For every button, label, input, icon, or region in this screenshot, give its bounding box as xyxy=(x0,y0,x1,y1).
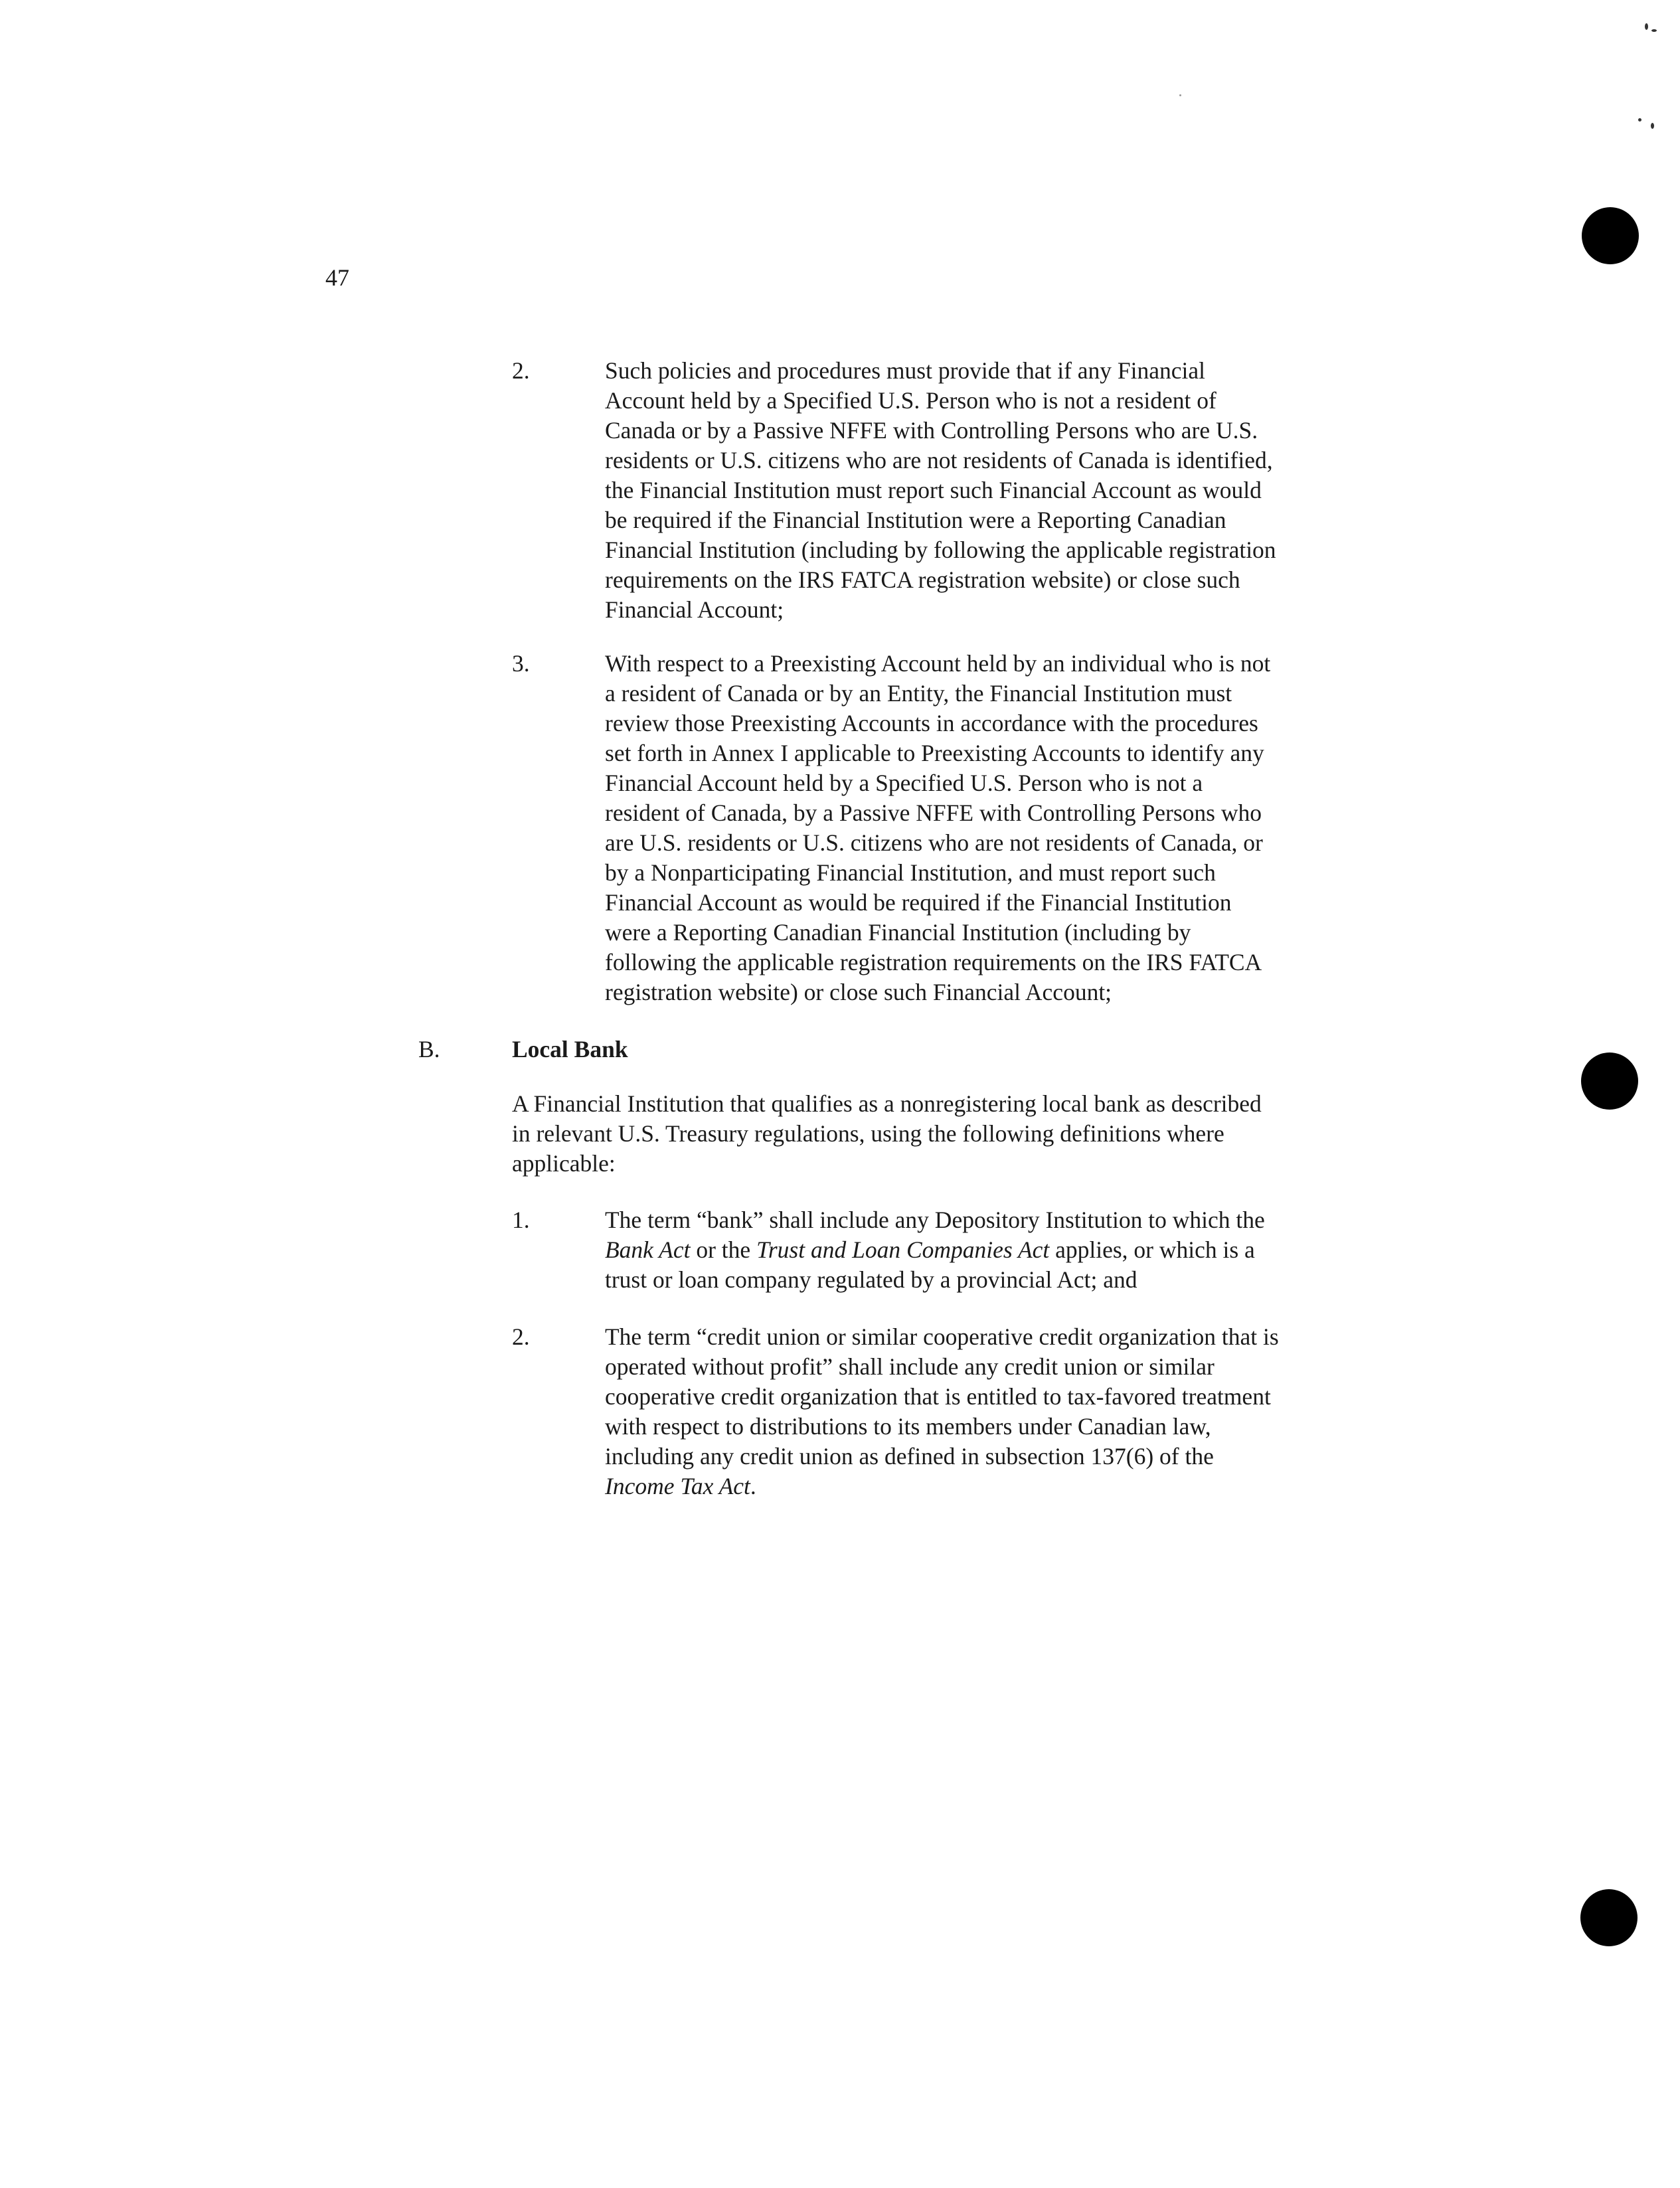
text-run: . xyxy=(750,1473,756,1499)
text-line-mixed xyxy=(605,1235,1265,1265)
scan-speck xyxy=(1179,94,1181,96)
punch-hole-mark xyxy=(1582,207,1639,264)
text-line: registration website) or close such Financial Account; xyxy=(605,979,1112,1005)
text-line: a resident of Canada or by an Entity, the Financial Institution must xyxy=(605,680,1232,707)
text-line: Such policies and procedures must provide that if any Financial xyxy=(605,357,1206,384)
scan-speck xyxy=(1645,23,1648,30)
item-text xyxy=(605,649,1270,1007)
scan-speck xyxy=(1651,123,1654,129)
item-text xyxy=(605,1322,1279,1501)
page-number: 47 xyxy=(325,264,349,291)
text-line: were a Reporting Canadian Financial Institution (including by xyxy=(605,919,1191,946)
text-line: Account held by a Specified U.S. Person who is not a resident of xyxy=(605,387,1217,414)
text-run: applies, or which is a xyxy=(1049,1236,1255,1263)
text-line: resident of Canada, by a Passive NFFE with Controlling Persons who xyxy=(605,799,1262,826)
text-line: review those Preexisting Accounts in accordance with the procedures xyxy=(605,710,1258,736)
text-line: residents or U.S. citizens who are not residents of Canada is identified, xyxy=(605,447,1273,473)
item-text xyxy=(605,1205,1265,1295)
text-line: following the applicable registration requirements on the IRS FATCA xyxy=(605,949,1262,975)
act-name-italic: Income Tax Act xyxy=(605,1473,750,1499)
text-run: or the xyxy=(690,1236,757,1263)
item-text xyxy=(605,356,1276,625)
text-line: Canada or by a Passive NFFE with Controlling Persons who are U.S. xyxy=(605,417,1258,444)
text-line: With respect to a Preexisting Account held by an individual who is not xyxy=(605,650,1271,677)
act-name-italic: Trust and Loan Companies Act xyxy=(756,1236,1050,1263)
punch-hole-mark xyxy=(1580,1889,1638,1946)
text-line: the Financial Institution must report such Financial Account as would xyxy=(605,477,1262,503)
text-line: operated without profit” shall include any credit union or similar xyxy=(605,1353,1215,1380)
item-number: 3. xyxy=(512,650,530,677)
text-line: requirements on the IRS FATCA registration website) or close such xyxy=(605,566,1240,593)
section-intro xyxy=(512,1089,1262,1179)
text-line-mixed xyxy=(605,1472,1279,1501)
text-line: Financial Account held by a Specified U.S. Person who is not a xyxy=(605,770,1203,796)
text-line: including any credit union as defined in subsection 137(6) of the xyxy=(605,1443,1214,1470)
section-heading: Local Bank xyxy=(512,1036,628,1062)
text-line: set forth in Annex I applicable to Preexisting Accounts to identify any xyxy=(605,740,1264,766)
text-line: cooperative credit organization that is entitled to tax-favored treatment xyxy=(605,1383,1271,1410)
text-line: by a Nonparticipating Financial Institution, and must report such xyxy=(605,859,1216,886)
scan-speck xyxy=(1651,29,1657,32)
text-line: The term “bank” shall include any Depository Institution to which the xyxy=(605,1207,1265,1233)
text-line: A Financial Institution that qualifies as a nonregistering local bank as described xyxy=(512,1090,1262,1117)
text-line: applicable: xyxy=(512,1150,616,1177)
item-number: 2. xyxy=(512,1323,530,1350)
punch-hole-mark xyxy=(1581,1052,1638,1110)
text-line: are U.S. residents or U.S. citizens who are not residents of Canada, or xyxy=(605,829,1263,856)
item-number: 2. xyxy=(512,357,530,384)
text-line: Financial Institution (including by following the applicable registration xyxy=(605,537,1276,563)
text-line: with respect to distributions to its members under Canadian law, xyxy=(605,1413,1211,1440)
section-letter: B. xyxy=(418,1036,440,1062)
text-line: trust or loan company regulated by a provincial Act; and xyxy=(605,1266,1137,1293)
text-line: be required if the Financial Institution were a Reporting Canadian xyxy=(605,507,1226,533)
text-line: in relevant U.S. Treasury regulations, using the following definitions where xyxy=(512,1120,1224,1147)
act-name-italic: Bank Act xyxy=(605,1236,691,1263)
text-line: The term “credit union or similar cooperative credit organization that is xyxy=(605,1323,1279,1350)
item-number: 1. xyxy=(512,1207,530,1233)
text-line: Financial Account as would be required if the Financial Institution xyxy=(605,889,1232,916)
text-line: Financial Account; xyxy=(605,596,784,623)
scan-speck xyxy=(1638,118,1641,122)
